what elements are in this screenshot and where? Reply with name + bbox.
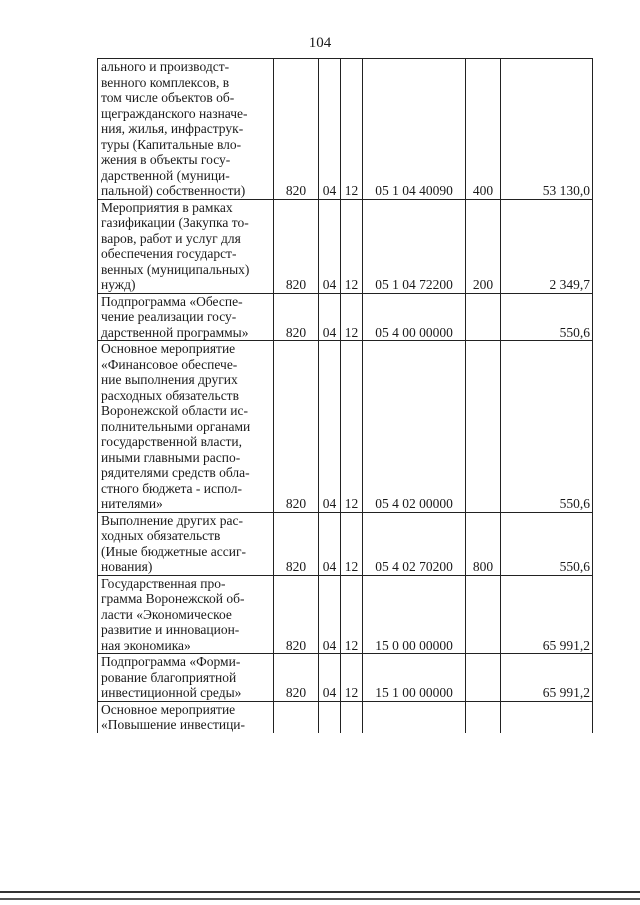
row-amount: 550,6: [501, 512, 593, 575]
row-name: Основное мероприятие «Финансовое обеспече- ние выполнения других расходных обязательств Воронежской области ис- полнительными органами государственной власти, иными главными распо- рядителями средств обла- стного бюджета - испол- нителями»: [98, 341, 274, 513]
row-subsection: 12: [341, 293, 363, 341]
table-row: [98, 512, 593, 575]
row-code: 820: [274, 575, 319, 654]
row-code: [274, 701, 319, 733]
row-code: 820: [274, 293, 319, 341]
scan-edge-line: [0, 891, 640, 893]
row-subsection: 12: [341, 199, 363, 293]
row-name: Подпрограмма «Форми- рование благоприятной инвестиционной среды»: [98, 654, 274, 702]
row-target: 15 1 00 00000: [363, 654, 466, 702]
row-code: 820: [274, 341, 319, 513]
table-row: [98, 199, 593, 293]
row-name: Основное мероприятие «Повышение инвестици-: [98, 701, 274, 733]
scan-edge-line: [0, 898, 640, 900]
table-row: [98, 59, 593, 200]
row-type: 400: [466, 59, 501, 200]
row-code: 820: [274, 512, 319, 575]
row-amount: 2 349,7: [501, 199, 593, 293]
row-target: 05 4 02 00000: [363, 341, 466, 513]
table-row: [98, 341, 593, 513]
row-target: [363, 701, 466, 733]
row-section: 04: [319, 341, 341, 513]
row-code: 820: [274, 59, 319, 200]
row-amount: 65 991,2: [501, 575, 593, 654]
row-target: 05 1 04 72200: [363, 199, 466, 293]
table-row: [98, 701, 593, 733]
row-type: [466, 654, 501, 702]
row-name: Мероприятия в рамках газификации (Закупка то- варов, работ и услуг для обеспечения государст- венных (муниципальных) нужд): [98, 199, 274, 293]
page-number: 104: [308, 35, 332, 51]
row-type: [466, 701, 501, 733]
table-row: [98, 575, 593, 654]
row-name: ального и производст- венного комплексов, в том числе объектов об- щегражданского назначе- ния, жилья, инфраструк- туры (Капитальные вло- жения в объекты госу- дарственной (муници- пальной) собственности): [98, 59, 274, 200]
row-amount: [501, 701, 593, 733]
row-subsection: [341, 701, 363, 733]
row-subsection: 12: [341, 59, 363, 200]
row-amount: 550,6: [501, 341, 593, 513]
row-type: [466, 341, 501, 513]
row-code: 820: [274, 199, 319, 293]
row-target: 05 4 00 00000: [363, 293, 466, 341]
row-subsection: 12: [341, 512, 363, 575]
row-subsection: 12: [341, 654, 363, 702]
budget-table: [97, 58, 593, 733]
row-target: 05 4 02 70200: [363, 512, 466, 575]
row-type: 200: [466, 199, 501, 293]
row-amount: 53 130,0: [501, 59, 593, 200]
row-name: Государственная про- грамма Воронежской об- ласти «Экономическое развитие и инновацион- ная экономика»: [98, 575, 274, 654]
row-amount: 65 991,2: [501, 654, 593, 702]
row-amount: 550,6: [501, 293, 593, 341]
row-subsection: 12: [341, 341, 363, 513]
row-section: 04: [319, 512, 341, 575]
row-target: 15 0 00 00000: [363, 575, 466, 654]
row-name: Выполнение других рас- ходных обязательств (Иные бюджетные ассиг- нования): [98, 512, 274, 575]
row-subsection: 12: [341, 575, 363, 654]
row-type: [466, 293, 501, 341]
row-type: [466, 575, 501, 654]
row-type: 800: [466, 512, 501, 575]
row-section: [319, 701, 341, 733]
row-code: 820: [274, 654, 319, 702]
row-name: Подпрограмма «Обеспе- чение реализации госу- дарственной программы»: [98, 293, 274, 341]
row-section: 04: [319, 575, 341, 654]
row-section: 04: [319, 199, 341, 293]
row-section: 04: [319, 59, 341, 200]
row-target: 05 1 04 40090: [363, 59, 466, 200]
table-row: [98, 293, 593, 341]
row-section: 04: [319, 654, 341, 702]
table-row: [98, 654, 593, 702]
row-section: 04: [319, 293, 341, 341]
